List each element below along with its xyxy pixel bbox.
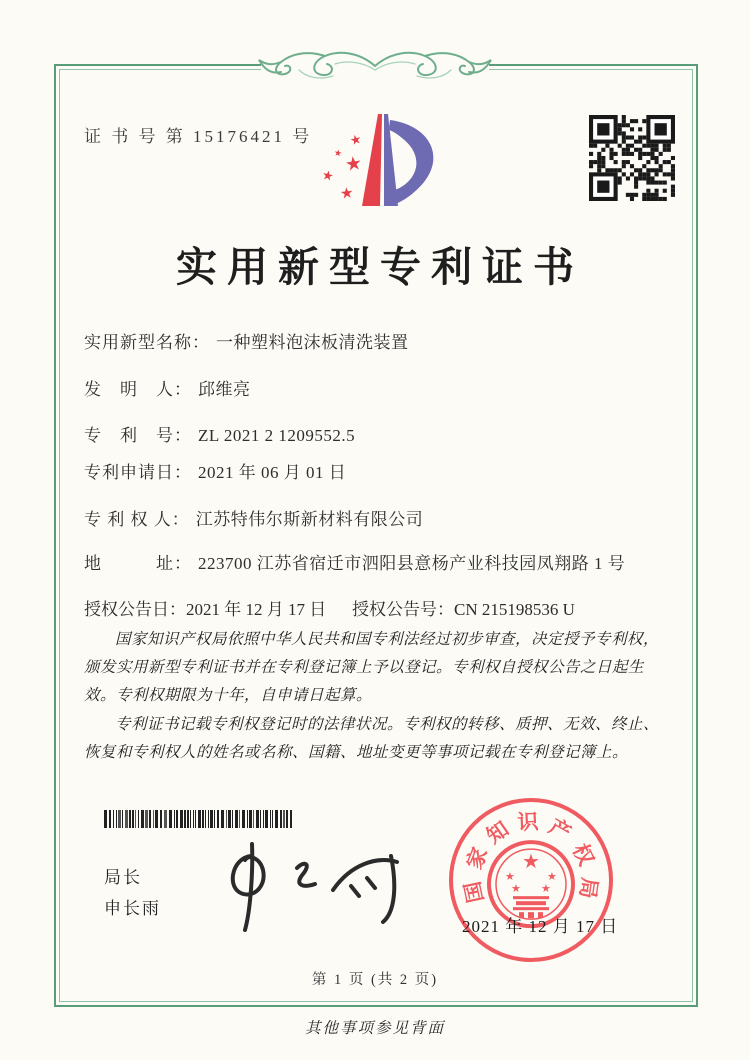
seal-char: 家 xyxy=(462,844,493,873)
field-row-address xyxy=(84,549,684,574)
qr-code xyxy=(589,115,675,201)
field-value: 223700 江苏省宿迁市泗阳县意杨产业科技园凤翔路 1 号 xyxy=(198,554,626,573)
signer-name: 申长雨 xyxy=(104,899,161,919)
grant-no-value: CN 215198536 U xyxy=(454,600,575,619)
legal-text xyxy=(84,626,670,767)
field-label: 专 利 号： xyxy=(84,426,192,445)
field-label: 地 址： xyxy=(84,554,192,573)
signature-shen-changyu xyxy=(205,838,410,943)
field-value: 江苏特伟尔斯新材料有限公司 xyxy=(195,510,424,529)
svg-text:★: ★ xyxy=(343,151,364,177)
field-value: 邱维亮 xyxy=(198,380,251,399)
grant-no-label: 授权公告号： xyxy=(352,600,454,619)
grant-date-value: 2021 年 12 月 17 日 xyxy=(186,600,327,619)
field-value: ZL 2021 2 1209552.5 xyxy=(198,426,356,445)
grant-date-label: 授权公告日： xyxy=(84,600,186,619)
official-seal xyxy=(449,798,613,962)
certificate-title: 实用新型专利证书 xyxy=(176,244,584,290)
svg-text:★: ★ xyxy=(348,131,364,150)
seal-char: 知 xyxy=(482,816,514,849)
signer-title: 局长 xyxy=(104,868,142,887)
field-row-filing-date xyxy=(84,458,684,483)
svg-text:★: ★ xyxy=(505,870,515,884)
field-row-patentee xyxy=(84,505,684,530)
field-row-utility-name xyxy=(84,328,684,353)
field-label: 发 明 人： xyxy=(84,380,192,399)
field-value: 2021 年 06 月 01 日 xyxy=(198,463,347,482)
svg-text:★: ★ xyxy=(320,167,335,186)
cnipa-logo xyxy=(306,106,450,228)
back-side-note: 其他事项参见背面 xyxy=(304,1020,445,1037)
seal-char: 国 xyxy=(460,879,489,905)
svg-text:★: ★ xyxy=(547,870,557,884)
svg-text:★: ★ xyxy=(541,882,551,896)
legal-paragraph-1: 国家知识产权局依照中华人民共和国专利法经过初步审查，决定授予专利权，颁发实用新型专利证书并在专利登记簿上予以登记。专利权自授权公告之日起生效。专利权期限为十年，自申请日起算。 xyxy=(84,631,660,705)
field-row-grant xyxy=(84,595,684,620)
seal-char: 权 xyxy=(567,839,599,870)
seal-char: 局 xyxy=(575,876,602,901)
field-row-patent-number xyxy=(84,421,684,446)
barcode xyxy=(104,809,294,829)
svg-text:★: ★ xyxy=(522,849,540,874)
page-number: 第 1 页 (共 2 页) xyxy=(311,972,439,988)
certificate-number: 证 书 号 第 15176421 号 xyxy=(84,127,313,146)
field-value: 一种塑料泡沫板清洗装置 xyxy=(216,333,409,352)
field-label: 专 利 权 人： xyxy=(84,510,190,529)
field-label: 实用新型名称： xyxy=(84,333,210,352)
svg-text:★: ★ xyxy=(333,148,343,160)
field-label: 专利申请日： xyxy=(84,463,192,482)
seal-date: 2021 年 12 月 17 日 xyxy=(462,917,619,936)
field-row-inventor xyxy=(84,375,684,400)
seal-char: 识 xyxy=(516,809,540,835)
legal-paragraph-2: 专利证书记载专利权登记时的法律状况。专利权的转移、质押、无效、终止、恢复和专利权人的姓名或名称、国籍、地址变更等事项记载在专利登记簿上。 xyxy=(84,715,660,761)
seal-char: 产 xyxy=(544,814,576,846)
svg-text:★: ★ xyxy=(339,183,355,203)
signer-block xyxy=(104,862,161,925)
border-ornament xyxy=(255,40,495,92)
svg-text:★: ★ xyxy=(511,882,521,896)
